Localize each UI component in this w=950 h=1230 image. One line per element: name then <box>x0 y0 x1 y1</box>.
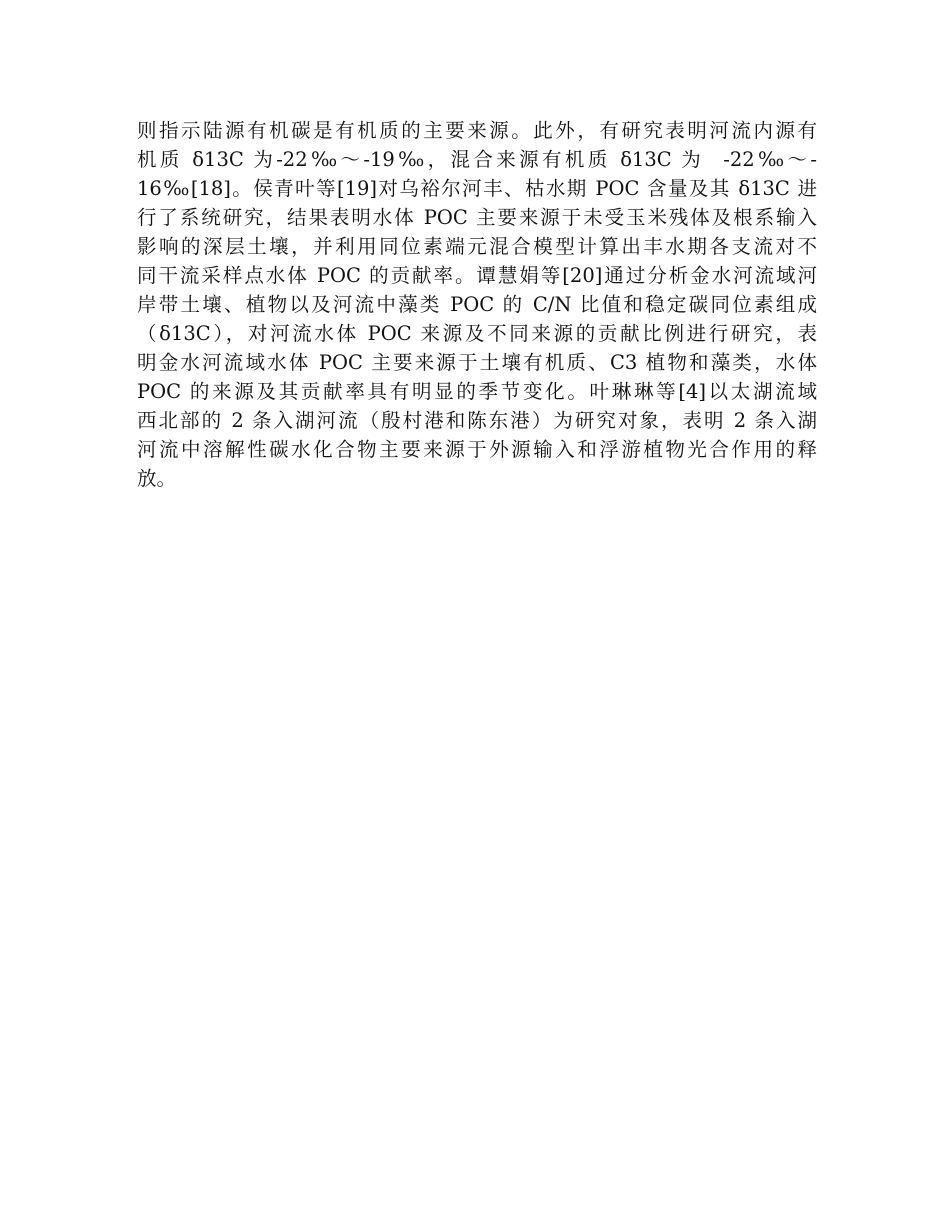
paragraph-line-last: 放。 <box>137 467 177 490</box>
paragraph-line: 西北部的 2 条入湖河流（殷村港和陈东港）为研究对象，表明 2 条入湖 <box>137 409 817 432</box>
paragraph-line: 16‰[18]。侯青叶等[19]对乌裕尔河丰、枯水期 POC 含量及其 δ13C 进 <box>137 177 817 200</box>
paragraph-line: 则指示陆源有机碳是有机质的主要来源。此外，有研究表明河流内源有 <box>137 119 817 142</box>
paragraph-line: 影响的深层土壤，并利用同位素端元混合模型计算出丰水期各支流对不 <box>137 235 817 258</box>
paragraph-line: 岸带土壤、植物以及河流中藻类 POC 的 C/N 比值和稳定碳同位素组成 <box>137 293 817 316</box>
paragraph-line: 机质 δ13C 为-22‰～-19‰，混合来源有机质 δ13C 为 -22‰～- <box>137 148 817 171</box>
paragraph-line: 河流中溶解性碳水化合物主要来源于外源输入和浮游植物光合作用的释 <box>137 438 817 461</box>
body-paragraph <box>137 116 817 493</box>
paragraph-line: （δ13C），对河流水体 POC 来源及不同来源的贡献比例进行研究，表 <box>137 322 817 345</box>
paragraph-line: 行了系统研究，结果表明水体 POC 主要来源于未受玉米残体及根系输入 <box>137 206 817 229</box>
paragraph-line: 同干流采样点水体 POC 的贡献率。谭慧娟等[20]通过分析金水河流域河 <box>137 264 817 287</box>
paragraph-line: 明金水河流域水体 POC 主要来源于土壤有机质、C3 植物和藻类，水体 <box>137 351 817 374</box>
paragraph-line: POC 的来源及其贡献率具有明显的季节变化。叶琳琳等[4]以太湖流域 <box>137 380 817 403</box>
